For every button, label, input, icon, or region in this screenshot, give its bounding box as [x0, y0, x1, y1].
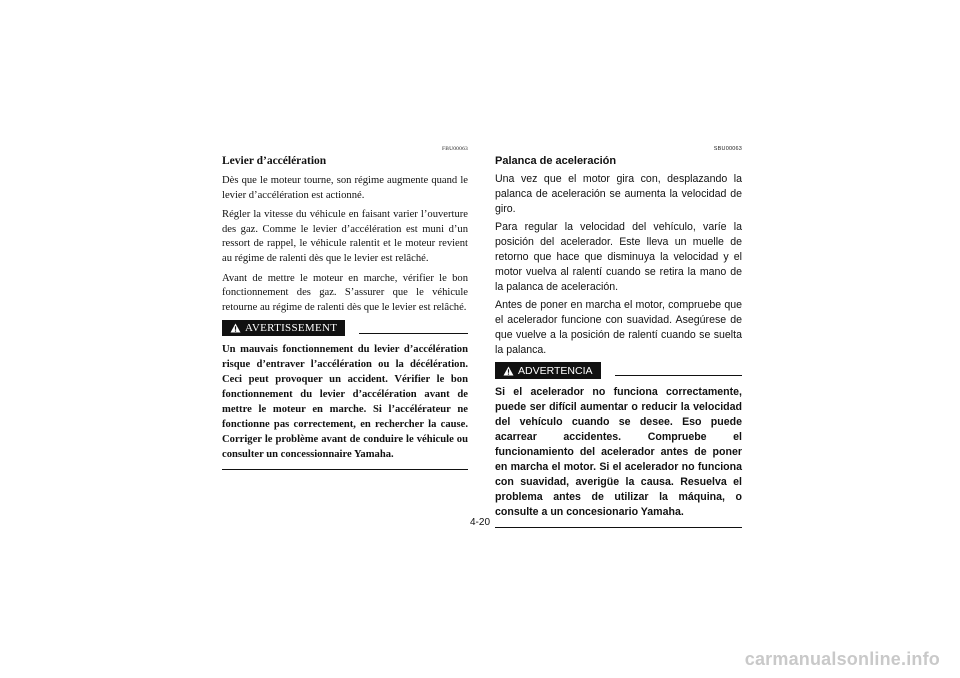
warning-end-rule [222, 469, 468, 470]
section-heading: Levier d’accélération [222, 155, 327, 167]
warning-triangle-icon [230, 323, 241, 333]
warning-rule [359, 333, 468, 334]
warning-header [222, 320, 468, 336]
paragraph: Régler la vitesse du véhicule en faisant varier l’ouverture des gaz. Comme le levier d’accélération est muni d’un ressort de rappel, le véhicule ralentit et le moteur revient au régime de ralenti dès que le levier est relâché. [222, 209, 468, 264]
paragraph: Para regular la velocidad del vehículo, varíe la posición del acelerador. Este lleva un muelle de retorno que hace que disminuya la velocidad y el motor vuelva al ralentí cuando se retira la mano de la palanca de aceleración. [495, 221, 742, 293]
section-code: SBU00063 [713, 146, 742, 152]
section-code: FBU00063 [441, 146, 468, 152]
warning-text: Un mauvais fonctionnement du levier d’accélération risque d’entraver l’accélération ou la décélération. Ceci peut provoquer un accident. Vérifier le bon fonctionnement du levier d’accélération avant de mettre le moteur en marche. Si l’accélérateur ne fonctionne pas correctement, en rechercher la cause. Corriger le problème avant de conduire le véhicule ou consulter un concessionnaire Yamaha. [222, 344, 468, 461]
paragraph: Avant de mettre le moteur en marche, vérifier le bon fonctionnement des gaz. S’assurer que le véhicule retourne au régime de ralenti dès que le levier est relâché. [222, 272, 468, 313]
watermark: carmanualsonline.info [744, 649, 940, 669]
page-number: 4-20 [470, 517, 491, 528]
spanish-column [495, 145, 742, 528]
paragraph: Dès que le moteur tourne, son régime augmente quand le levier d’accélération est actionné. [222, 175, 468, 201]
french-column [222, 145, 468, 470]
warning-triangle-icon [503, 366, 514, 376]
warning-rule [615, 375, 743, 376]
paragraph: Antes de poner en marcha el motor, compruebe que el acelerador funcione con suavidad. Asegúrese de que vuelve a la posición de ralentí cuando se suelta la palanca. [495, 299, 742, 356]
warning-badge [495, 362, 601, 379]
warning-end-rule [495, 527, 742, 528]
warning-label: AVERTISSEMENT [245, 322, 338, 335]
warning-badge [222, 320, 345, 336]
paragraph: Una vez que el motor gira con, desplazando la palanca de aceleración se aumenta la velocidad de giro. [495, 173, 742, 215]
warning-text: Si el acelerador no funciona correctamente, puede ser difícil aumentar o reducir la velocidad del vehículo cuando se desee. Eso puede acarrear accidentes. Compruebe el funcionamiento del acelerador antes de poner en marcha el motor. Si el acelerador no funciona con suavidad, averigüe la causa. Resuelva el problema antes de utilizar la máquina, o consulte a un concesionario Yamaha. [495, 386, 742, 518]
warning-label: ADVERTENCIA [518, 364, 593, 377]
section-heading: Palanca de aceleración [495, 155, 617, 167]
warning-header [495, 362, 742, 379]
